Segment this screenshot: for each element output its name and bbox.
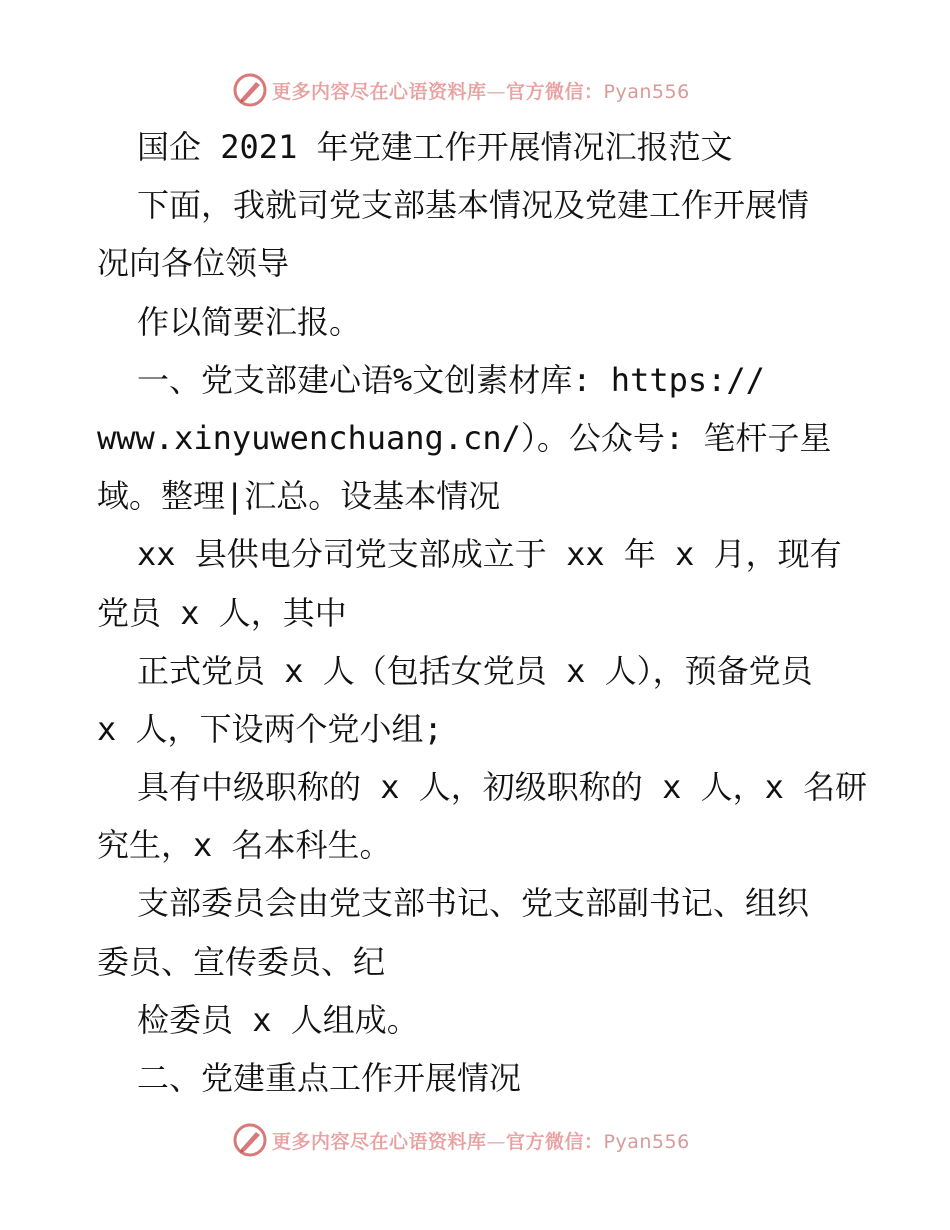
pen-circle-logo-icon (232, 1122, 268, 1158)
document-line: 下面，我就司党支部基本情况及党建工作开展情 (137, 186, 810, 225)
document-line: 正式党员 x 人（包括女党员 x 人），预备党员 (137, 651, 813, 690)
header-watermark-banner (232, 70, 712, 110)
document-line: 作以简要汇报。 (137, 302, 362, 341)
document-line: 具有中级职称的 x 人，初级职称的 x 人，x 名研 (137, 768, 868, 807)
banner-wechat-id: Pyan556 (603, 80, 690, 103)
pen-circle-logo-icon (232, 72, 268, 108)
document-line: 国企 2021 年党建工作开展情况汇报范文 (137, 128, 733, 166)
banner-text (272, 77, 690, 104)
document-line: x 人，下设两个党小组; (97, 709, 443, 748)
document-line: www.xinyuwenchuang.cn/）。公众号: 笔杆子星 (97, 418, 832, 457)
banner-text (272, 1127, 690, 1154)
document-line: 二、党建重点工作开展情况 (137, 1059, 522, 1097)
document-line: 支部委员会由党支部书记、党支部副书记、组织 (137, 884, 810, 923)
banner-official-label: 官方微信： (506, 80, 604, 103)
banner-separator: — (486, 80, 507, 103)
document-line: 委员、宣传委员、纪 (97, 942, 386, 981)
document-line: 况向各位领导 (97, 244, 290, 283)
document-line: xx 县供电分司党支部成立于 xx 年 x 月，现有 (137, 535, 842, 574)
document-line: 究生，x 名本科生。 (97, 826, 392, 865)
document-line: 党员 x 人，其中 (97, 593, 347, 632)
banner-wechat-id: Pyan556 (603, 1130, 690, 1153)
document-line: 检委员 x 人组成。 (137, 1000, 419, 1039)
document-line: 域。整理|汇总。设基本情况 (97, 477, 501, 516)
document-line: 一、党支部建心语%文创素材库: https:// (137, 360, 765, 399)
document-body (97, 118, 867, 1107)
footer-watermark-banner (232, 1120, 712, 1160)
banner-main-text: 更多内容尽在心语资料库 (272, 80, 487, 103)
banner-official-label: 官方微信： (506, 1130, 604, 1153)
banner-separator: — (486, 1130, 507, 1153)
banner-main-text: 更多内容尽在心语资料库 (272, 1130, 487, 1153)
